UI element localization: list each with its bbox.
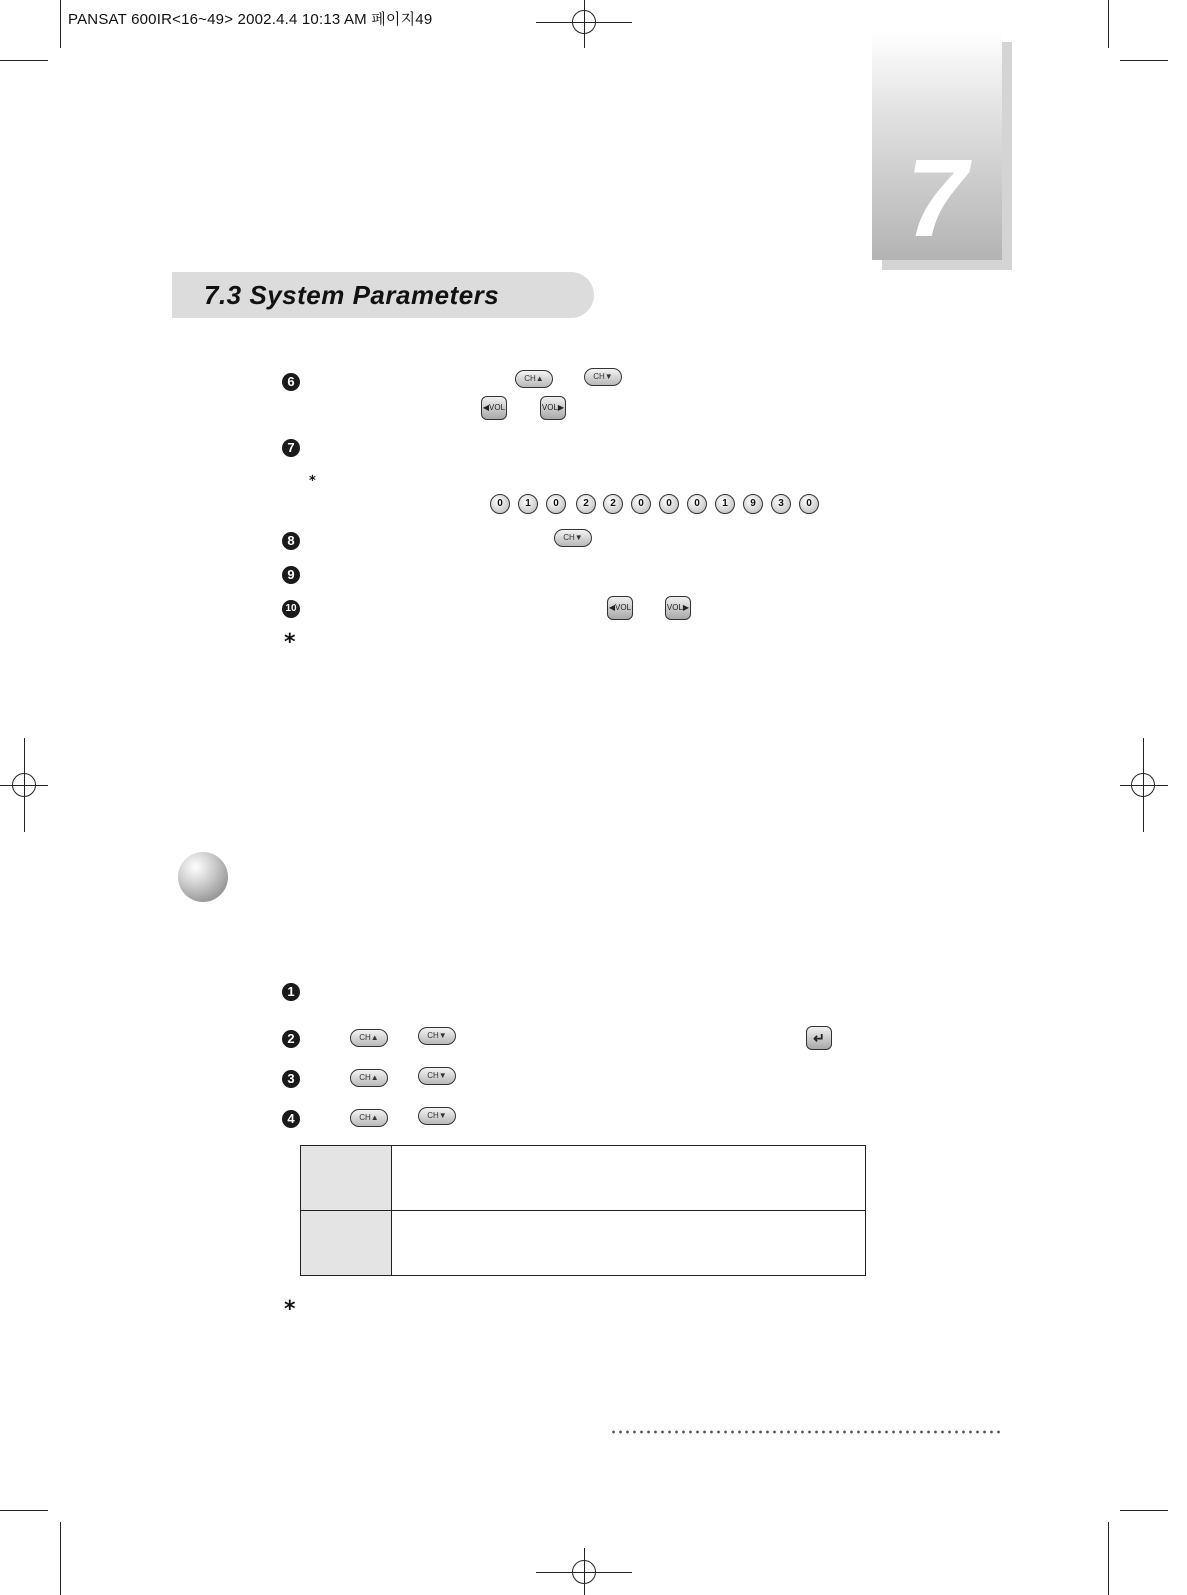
ch-down-button-icon: CH▼ (418, 1107, 456, 1125)
table-row (301, 1211, 866, 1276)
vol-left-button-icon: ◀VOL (607, 596, 633, 620)
step-number-9: 9 (282, 566, 300, 584)
note-asterisk: * (284, 630, 296, 655)
digit-key: 0 (631, 494, 651, 514)
step-number-2: 2 (282, 1030, 300, 1048)
section-title: 7.3 System Parameters (204, 280, 500, 310)
footer-dotted-rule (610, 1430, 1002, 1434)
digit-key: 0 (490, 494, 510, 514)
digit-key: 2 (576, 494, 596, 514)
chapter-tab (872, 32, 1002, 260)
table-cell-description (392, 1146, 866, 1211)
step-number-8: 8 (282, 532, 300, 550)
note-asterisk: * (284, 1297, 296, 1322)
step-number-1: 1 (282, 983, 300, 1001)
ch-up-button-icon: CH▲ (350, 1029, 388, 1047)
step-number-7: 7 (282, 439, 300, 457)
ch-down-button-icon: CH▼ (418, 1027, 456, 1045)
step-number-3: 3 (282, 1070, 300, 1088)
digit-key: 0 (659, 494, 679, 514)
sphere-bullet-icon (178, 852, 228, 902)
vol-right-button-icon: VOL▶ (665, 596, 691, 620)
enter-button-icon: ↵ (806, 1026, 832, 1050)
table-cell-label (301, 1211, 392, 1276)
section-banner (172, 272, 594, 318)
table-cell-label (301, 1146, 392, 1211)
parameter-table (300, 1145, 866, 1276)
step-number-6: 6 (282, 373, 300, 391)
ch-down-button-icon: CH▼ (418, 1067, 456, 1085)
digit-key: 0 (546, 494, 566, 514)
ch-down-button-icon: CH▼ (584, 368, 622, 386)
digit-key: 1 (715, 494, 735, 514)
print-header: PANSAT 600IR<16~49> 2002.4.4 10:13 AM 페이지49 (68, 11, 433, 28)
chapter-number: 7 (906, 137, 968, 260)
ch-down-button-icon: CH▼ (554, 529, 592, 547)
note-mark-small: ⁎ (309, 470, 316, 485)
digit-key: 2 (603, 494, 623, 514)
ch-up-button-icon: CH▲ (350, 1069, 388, 1087)
step-number-4: 4 (282, 1110, 300, 1128)
table-cell-description (392, 1211, 866, 1276)
digit-key: 0 (687, 494, 707, 514)
digit-key: 0 (799, 494, 819, 514)
digit-key: 1 (518, 494, 538, 514)
digit-key: 3 (771, 494, 791, 514)
digit-key: 9 (743, 494, 763, 514)
table-row (301, 1146, 866, 1211)
vol-right-button-icon: VOL▶ (540, 396, 566, 420)
vol-left-button-icon: ◀VOL (481, 396, 507, 420)
step-number-10: 10 (282, 600, 300, 618)
ch-up-button-icon: CH▲ (515, 370, 553, 388)
ch-up-button-icon: CH▲ (350, 1109, 388, 1127)
